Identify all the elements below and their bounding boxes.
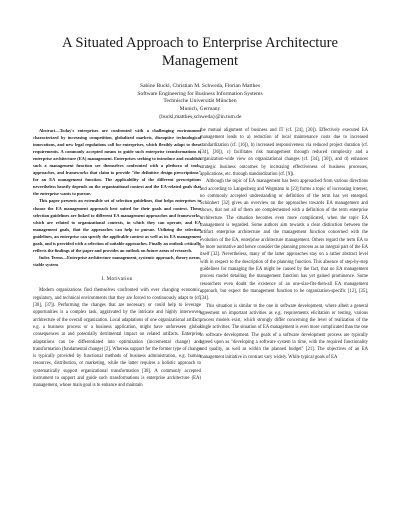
paper-title-line-1: A Situated Approach to Enterprise Architecture [62, 35, 338, 51]
paper-title [0, 35, 400, 70]
author-email: {buckl,matthes,schweda}@in.tum.de [158, 113, 242, 120]
abstract-paragraph-2: This paper presents an extensible set of selection guidelines, that helps enterprises to choose the EA management approach best suited for their goals and context. These selection guidelines are linked to different EA management approaches and frameworks, which are related to organizational contexts, in which they can operate, and EA management goals, that the approaches can help to pursue. Utilizing the selection guidelines, an enterprise can specify the applicable context as well as its EA management goals, and is provided with a selection of suitable approaches. Finally an outlook critically reflects the findings of the paper and provides an outlook on future areas of research. [33, 198, 201, 253]
section-heading-motivation: I. Motivation [101, 275, 133, 282]
author-names: Sabine Buckl, Christian M. Schweda, Florian Matthes [139, 83, 260, 89]
affiliation-line-3: Munich, Germany [179, 106, 221, 113]
right-paragraph-3: This situation is similar to the one in software development, where albeit a general agreement on important activities as e.g. requirements elicitation or testing, various process models exist, which strongly differ concerning the level of realization of the single activities. The situation of EA management is even more complicated than the one in software development. The goals of a software development process are typically agreed upon as "developing a software system in time, with the required functionality and quality, as well as within the planned budget" [21]. The objectives of an EA management initiative in contrast vary widely. While typical goals of EA [200, 303, 368, 360]
author-block [0, 83, 400, 122]
abstract-paragraph-1: Abstract—Today's enterprises are confronted with a challenging environment characterized by increasing competition, globalized markets, disruptive technological innovations, and new legal regulations call for enterprises, which flexibly adapt to these requirements. A commonly accepted means to guide such enterprise transformations is enterprise architecture (EA) management. Enterprises seeking to introduce and establish such a management function see themselves confronted with a plethora of tools, approaches, and frameworks that claim to provide "the definitive design prescriptions" for an EA management function. The applicability of the different prescriptions nevertheless heavily depends on the organizational context and the EA-related goals that the enterprise wants to pursue. [33, 128, 201, 197]
motivation-paragraph: Modern organizations find themselves confronted with ever changing economic, regulatory, and technical environments that they are forced to continuously adapt to (cf. [30], [37]). Performing the changes that are necessary or could help to leverage opportunities is a complex task, aggravated by the intricate and highly interwoven architecture of the overall organization. Local adaptations of one organizational artifact, e.g. a business process or a business application, might have unforeseen global consequences at and potentially detrimental impact on related artifacts. Enterprise adaptations can be differentiated into optimization (incremental change) and transformation (fundamental change) [2]. Whereas support for the former type of change is typically provided by functional methods of business administration, e.g. human resources, distribution, or marketing, while the latter requires a holistic approach to systematically support organizational transformation [38]. A commonly accepted instrument to support and guide such transformations is enterprise architecture (EA) management, whose main goal is to enhance and maintain [33, 288, 201, 389]
right-column [200, 127, 368, 361]
affiliation-line-2: Technische Universität München [163, 98, 237, 105]
paper-title-line-2: Management [161, 52, 239, 69]
left-column [33, 127, 201, 390]
affiliation-line-1: Software Engineering for Business Information Systems [137, 90, 263, 97]
right-paragraph-1: the mutual alignment of business and IT (cf. [24], [30]). Effectively executed EA management leads to a) reduction of local maintenance costs due to increased standardization (cf. [16]), b) increased responsiveness via reduced project duration (cf. [34], [36]), c) facilitates risk management through reduced complexity and a organization-wide view on organizational changes (cf. [34], [30]), and d) enhances strategic business outcomes by increasing effectiveness of business processes, applications, etc. through standardization (cf. [9]). [200, 128, 368, 177]
index-terms: Index Terms—Enterprise architecture management, systemic approach, theory nexus, viable system [33, 254, 201, 267]
right-paragraph-2: Although the topic of EA management has been approached from various directions and according to Langenberg and Wegmann in [23] forms a topic of increasing interest, no commonly accepted understanding or definition of the term has yet emerged. Schönherr [32] gives an overview on the approaches towards EA management and shows, that not all of them are complemented with a definition of the term enterprise architecture. The situation becomes even more complicated, when the topic EA management is regarded. Some authors aim towards a clear distinction between the artifact enterprise architecture and the management function concerned with the evolution of the EA, enterprise architecture management. Others regard the term EA to be more normative and hence consider the planning process as an integral part of the EA itself [32]. Nevertheless, many of the latter approaches stay on a rather abstract level with in respect to the description of the planning function. This absence of step-by-step guidelines for managing the EA might be caused by the fact, that no EA management process model detailing the management function has yet gained prominence. Some researchers even doubt the existence of an one-size-fits-then-all EA management approach, but expect the management function to be organization-specific [12], [35], [34]. [200, 179, 368, 302]
